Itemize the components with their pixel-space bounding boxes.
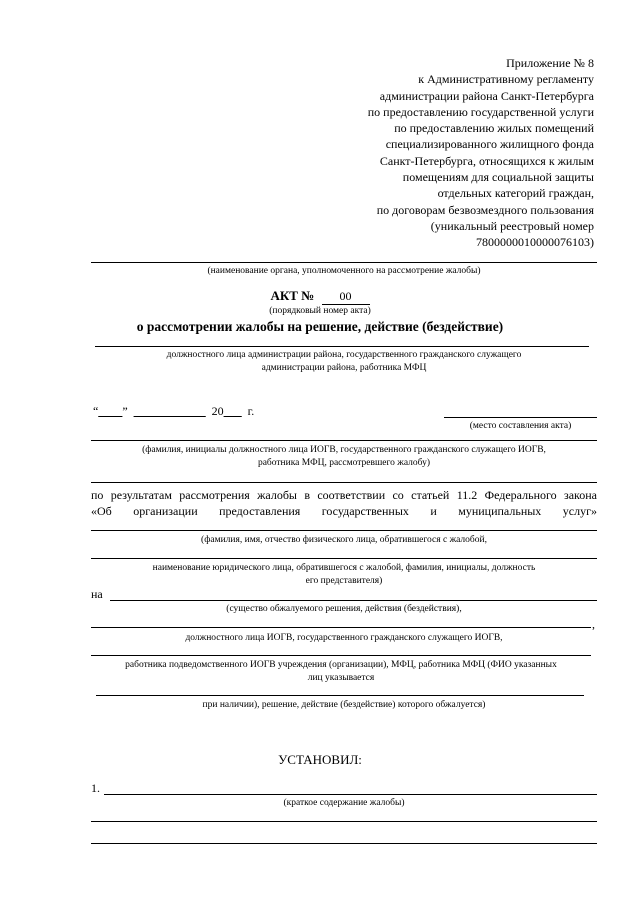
appendix-line: по договорам безвозмездного пользования <box>376 202 594 217</box>
reviewer-caption-line: работника МФЦ, рассмотревшего жалобу) <box>257 457 431 468</box>
applicant-person-caption: (фамилия, имя, отчество физического лица, обратившегося с жалобой, <box>201 535 487 545</box>
appendix-line: по предоставлению государственной услуги <box>367 104 594 119</box>
act-title <box>0 288 640 305</box>
decision-caption: (существо обжалуемого решения, действия (бездействия), <box>226 604 462 614</box>
appendix-line: Санкт-Петербурга, относящихся к жилым <box>379 153 594 168</box>
act-number[interactable]: 00 <box>322 289 370 305</box>
reviewer-caption-line: (фамилия, инициалы должностного лица ИОГВ, государственного гражданского служащего ИОГВ, <box>142 445 546 455</box>
reviewer-caption <box>91 444 597 469</box>
subordinate-caption-line: лиц указывается <box>307 672 375 683</box>
iogv-official-field[interactable] <box>91 627 591 628</box>
legal-entity-caption-line: наименование юридического лица, обратившегося с жалобой, фамилия, инициалы, должность <box>152 563 536 573</box>
appendix-line: 7800000010000076103) <box>476 235 594 250</box>
decision-field[interactable] <box>110 600 597 601</box>
date-open-quote: “ <box>93 404 99 418</box>
date-line <box>93 404 254 419</box>
legal-entity-field[interactable] <box>91 558 597 559</box>
applicant-person-field[interactable] <box>91 530 597 531</box>
official-field[interactable] <box>95 346 589 347</box>
legal-entity-caption <box>91 562 597 587</box>
appendix-header <box>368 55 594 251</box>
act-number-caption: (порядковый номер акта) <box>269 306 371 316</box>
date-year-suffix: г. <box>247 404 255 418</box>
subordinate-field[interactable] <box>91 655 591 656</box>
act-label: АКТ № <box>270 288 315 303</box>
date-day-field[interactable]: ____ <box>98 404 123 418</box>
appendix-line: к Административному регламенту <box>418 72 594 87</box>
comma: , <box>592 617 595 631</box>
appendix-line: отдельных категорий граждан, <box>437 186 594 201</box>
complaint-summary-line-3[interactable] <box>91 843 597 844</box>
on-label: на <box>91 587 103 601</box>
subordinate-caption-line: работника подведомственного ИОГВ учреждения (организации), МФЦ, работника МФЦ (ФИО указанных <box>125 660 557 670</box>
appealed-decision-field[interactable] <box>96 695 584 696</box>
appendix-line: администрации района Санкт-Петербурга <box>379 88 594 103</box>
appendix-line: по предоставлению жилых помещений <box>394 121 594 136</box>
act-subtitle: о рассмотрении жалобы на решение, действие (бездействие) <box>136 319 504 334</box>
subordinate-caption <box>91 659 591 684</box>
organ-name-caption: (наименование органа, уполномоченного на рассмотрение жалобы) <box>207 266 481 276</box>
appendix-line: помещениям для социальной защиты <box>402 170 594 185</box>
reviewer-field[interactable] <box>91 440 597 441</box>
appendix-line: (уникальный реестровый номер <box>430 218 594 233</box>
appealed-decision-caption: при наличии), решение, действие (бездействие) которого обжалуется) <box>202 700 486 710</box>
official-caption-line: должностного лица администрации района, государственного гражданского служащего <box>166 350 522 360</box>
item-1-label: 1. <box>91 781 100 795</box>
date-month-field[interactable]: ____________ <box>133 404 206 418</box>
established-heading: УСТАНОВИЛ: <box>278 752 362 767</box>
organ-name-field[interactable] <box>91 262 597 263</box>
appendix-line: специализированного жилищного фонда <box>385 137 594 152</box>
results-line-2: «Об организации предоставления государственных и муниципальных услуг» <box>91 504 597 518</box>
date-close-quote: ” <box>122 404 128 418</box>
place-field[interactable] <box>444 417 597 418</box>
complaint-summary-caption: (краткое содержание жалобы) <box>283 798 405 808</box>
date-year-field[interactable]: ___ <box>223 404 242 418</box>
place-caption: (место составления акта) <box>469 421 572 431</box>
iogv-official-caption: должностного лица ИОГВ, государственного гражданского служащего ИОГВ, <box>185 633 503 643</box>
official-caption-line: администрации района, работника МФЦ <box>261 362 427 373</box>
official-caption <box>91 349 597 374</box>
complaint-summary-line-2[interactable] <box>91 821 597 822</box>
appendix-line: Приложение № 8 <box>506 56 594 70</box>
results-line-1: по результатам рассмотрения жалобы в соответствии со статьей 11.2 Федерального закона <box>91 488 597 502</box>
date-year-prefix: 20 <box>211 404 224 418</box>
legal-entity-caption-line: его представителя) <box>305 575 383 586</box>
reviewer-field-2[interactable] <box>91 482 597 483</box>
complaint-summary-field[interactable] <box>104 794 597 795</box>
